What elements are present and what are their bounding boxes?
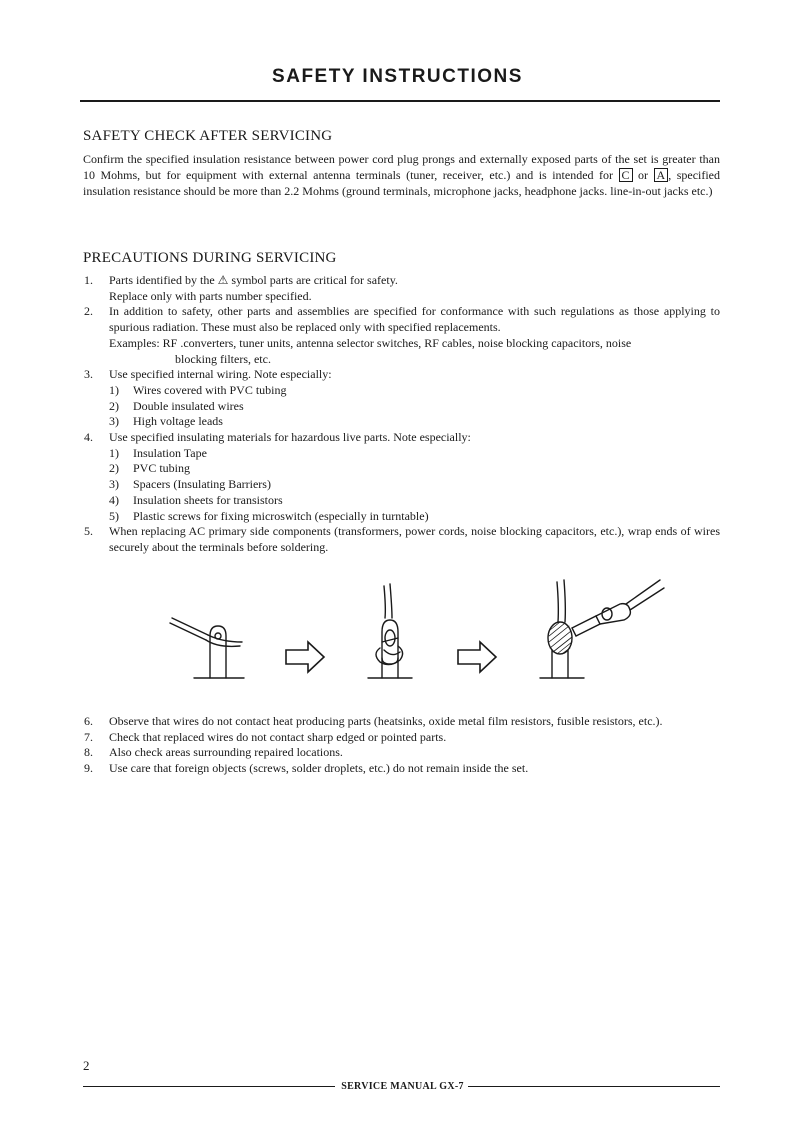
safety-check-paragraph: [83, 151, 720, 199]
examples-label: Examples:: [109, 335, 160, 350]
title-rule: [80, 100, 720, 102]
list-item: 6. Observe that wires do not contact heat producing parts (heatsinks, oxide metal film resistors, fusible resistors, etc.).: [84, 714, 663, 728]
page-title: SAFETY INSTRUCTIONS: [272, 66, 523, 87]
sub-item: 1) Wires covered with PVC tubing: [109, 382, 287, 397]
sub-item: 3) High voltage leads: [109, 414, 223, 429]
precautions-heading: PRECAUTIONS DURING SERVICING: [83, 250, 337, 266]
sub-item: 3) Spacers (Insulating Barriers): [109, 477, 271, 492]
safety-check-text-1: Confirm the specified insulation resistance between power cord plug prongs and externally exposed parts of the set is greater than 10 Mohms, but for equipment with external antenna terminals (tuner, receiver, etc.) and is intended for: [83, 152, 720, 182]
list-item: 7. Check that replaced wires do not contact sharp edged or pointed parts.: [84, 729, 447, 744]
sub-item: 4) Insulation sheets for transistors: [109, 492, 283, 507]
list-item: 1. Parts identified by the ⚠ symbol parts are critical for safety. Replace only with parts number specified.: [84, 273, 398, 303]
precautions-list: [83, 273, 720, 556]
arrow-right-icon: [458, 642, 496, 672]
warning-triangle-icon: ⚠: [217, 273, 229, 287]
list-item: 3. Use specified internal wiring. Note especially: 1) Wires covered with PVC tubing 2) Double insulated wires 3) High voltage leads: [83, 367, 720, 430]
sub-item: 2) PVC tubing: [109, 461, 191, 476]
list-item: 8. Also check areas surrounding repaired locations.: [84, 745, 343, 760]
precautions-section: [83, 250, 720, 556]
class-c-box: C: [619, 168, 633, 182]
sub-item: 1) Insulation Tape: [109, 445, 207, 460]
sub-item: 5) Plastic screws for fixing microswitch (especially in turntable): [109, 508, 429, 523]
list-item: 9. Use care that foreign objects (screws, solder droplets, etc.) do not remain inside the set.: [84, 761, 529, 776]
safety-check-text-2: , specified insulation resistance should be more than 2.2 Mohms (ground terminals, microphone jacks, headphone jacks. line-in-out jacks etc.): [83, 168, 721, 198]
terminal-step-3: [540, 580, 664, 678]
list-item: 2. In addition to safety, other parts and assemblies are specified for conformance with such regulations as those applying to spurious radiation. These must also be replaced only with specified replacements. Examples: RF .converters, tuner units, antenna selector switches, RF cables, noise blocking capacitors, noise blocking filters, etc.: [84, 304, 720, 366]
safety-check-heading: SAFETY CHECK AFTER SERVICING: [83, 128, 333, 144]
terminal-step-1: [170, 618, 244, 678]
precautions-continued: [83, 714, 720, 777]
sub-item: 2) Double insulated wires: [109, 398, 244, 413]
footer-label: SERVICE MANUAL GX-7: [341, 1081, 464, 1092]
class-a-box: A: [654, 168, 669, 182]
list-item: 5. When replacing AC primary side components (transformers, power cords, noise blocking capacitors, etc.), wrap ends of wires securely about the terminals before soldering.: [84, 524, 720, 554]
terminal-step-2: [368, 584, 412, 678]
safety-check-section: [83, 128, 720, 199]
list-item: 4. Use specified insulating materials for hazardous live parts. Note especially: 1) Insulation Tape 2) PVC tubing 3) Spacers (Insulating Barriers) 4) Insulation sheets for transistors 5) Plastic screws for fixing microswitch (especially in turntable): [83, 430, 720, 524]
footer-rule: [83, 1080, 720, 1094]
arrow-right-icon: [286, 642, 324, 672]
wire-wrapping-illustration: [160, 578, 680, 690]
page-number: 2: [83, 1058, 90, 1073]
or-text: or: [638, 168, 649, 182]
